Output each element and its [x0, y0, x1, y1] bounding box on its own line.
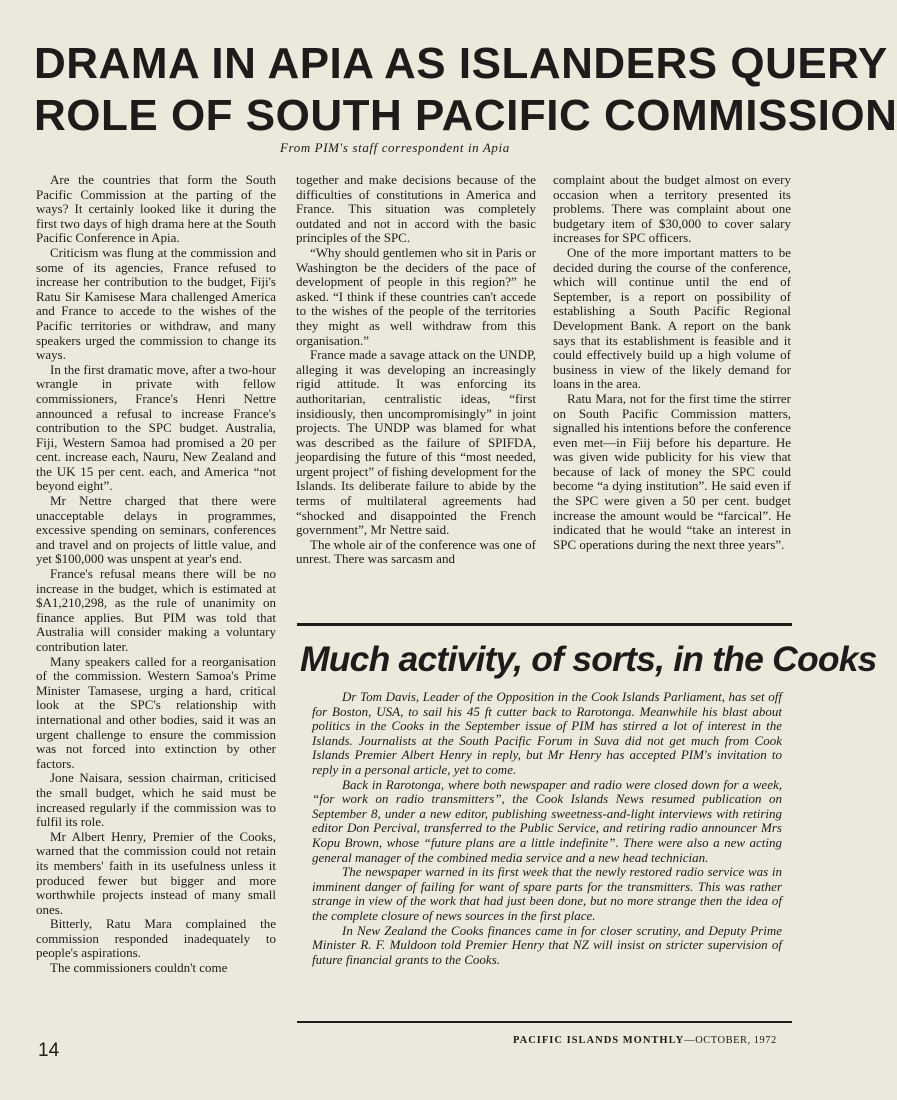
paragraph: Many speakers called for a reorganisation of the commission. Western Samoa's Prime Minister Tamasese, urging a hard, critical look at the SPC's relationship with international and other bodies, said it was an urgent challenge to ensure the commission was not forced into extinction by other factors. — [36, 653, 276, 771]
paragraph: In New Zealand the Cooks finances came in for closer scrutiny, and Deputy Prime Minister R. F. Muldoon told Premier Henry that NZ will insist on stricter supervision of future financial grants to the Cooks. — [312, 922, 782, 967]
paragraph: Are the countries that form the South Pacific Commission at the parting of the ways? It certainly looked like it during the first two days of high drama here at the South Pacific Conference in Apia. — [36, 172, 276, 246]
paragraph: France made a savage attack on the UNDP, alleging it was developing an increasingly rigid attitude. It was enforcing its authoritarian, centralistic ideas, “first insidiously, then uncompromisingly” in joint projects. The UNDP was blamed for what was described as the failure of SPIFDA, jeopardising the future of this “most needed, urgent project” of fishing development for the Islands. Its deliberate failure to abide by the terms of multilateral agreements had “shocked and disappointed the French government”, Mr Nettre said. — [296, 347, 536, 538]
paragraph: The newspaper warned in its first week that the newly restored radio service was in imminent danger of failing for want of spare parts for the transmitters. This was rather strange in view of the work that had just been done, but no more strange then the idea of the complete closure of news sources in the first place. — [312, 864, 782, 923]
paragraph: Mr Nettre charged that there were unacceptable delays in programmes, excessive spending on seminars, conferences and travel and on projects of little value, and yet $100,000 was unspent at year's end. — [36, 493, 276, 567]
paragraph: In the first dramatic move, after a two-hour wrangle in private with fellow commissioners, France's Henri Nettre announced a refusal to increase France's contribution to the SPC budget. Australia, Fiji, Western Samoa had promised a 20 per cent. increase each, Nauru, New Zealand and the UK 15 per cent. each, and America “not beyond eight”. — [36, 361, 276, 494]
headline-line-2: ROLE OF SOUTH PACIFIC COMMISSION — [34, 91, 897, 140]
publication-name: PACIFIC ISLANDS MONTHLY — [513, 1035, 685, 1046]
paragraph: The commissioners couldn't come — [50, 960, 228, 976]
paragraph: Mr Albert Henry, Premier of the Cooks, warned that the commission could not retain its members' faith in its usefulness unless it produced fewer but bigger and more worthwhile projects instead of many small ones. — [36, 828, 276, 917]
byline: From PIM's staff correspondent in Apia — [280, 140, 510, 155]
paragraph: Criticism was flung at the commission and some of its agencies, France refused to increase her contribution to the budget, Fiji's Ratu Sir Kamisese Mara challenged America and France to accede to the wishes of the Pacific territories or withdraw, and many speakers urged the commission to change its ways. — [36, 244, 276, 363]
main-headline — [34, 38, 897, 142]
cooks-headline: Much activity, of sorts, in the Cooks — [300, 639, 877, 679]
article-column-2 — [296, 173, 536, 567]
paragraph: Back in Rarotonga, where both newspaper and radio were closed down for a week, “for work on radio transmitters”, the Cook Islands News resumed publication on September 8, under a new editor, publishing sweetness-and-light interviews with retiring editor Don Percival, transferred to the Public Service, and retiring radio announcer Mrs Kopu Brown, whose “future plans are a little indefinite”. There were also a new acting general manager of the combined media service and a new head technician. — [312, 776, 782, 865]
paragraph: France's refusal means there will be no increase in the budget, which is estimated at $A1,210,298, as the rule of unanimity on finance applies. But PIM was told that Australia will consider making a voluntary contribution later. — [36, 566, 276, 654]
paragraph: Jone Naisara, session chairman, criticised the small budget, which he said must be increased regularly if the commission was to fulfil its role. — [36, 770, 276, 830]
article-column-1 — [36, 173, 276, 976]
issue-date: —OCTOBER, 1972 — [684, 1035, 777, 1046]
paragraph: Bitterly, Ratu Mara complained the commission responded inadequately to people's aspirations. — [36, 916, 276, 961]
paragraph: together and make decisions because of the difficulties of constitutions in America and France. This situation was completely outdated and not in accord with the basic principles of the SPC. — [296, 172, 536, 246]
paragraph: Ratu Mara, not for the first time the stirrer on South Pacific Commission matters, signalled his intentions before the conference even met—in Fiij before his departure. He was given wide publicity for his view that because of lack of money the SPC could become “a dying institution”. He said even if the SPC were given a 50 per cent. budget increase the amount would be “farcical”. He indicated that he would “take an interest in SPC operations during the next three years”. — [553, 390, 791, 552]
paragraph: Dr Tom Davis, Leader of the Opposition in the Cook Islands Parliament, has set off for Boston, USA, to sail his 45 ft cutter back to Rarotonga. Meanwhile his blast about politics in the Cooks in the September issue of PIM has stirred a lot of interest in the Islands. Journalists at the South Pacific Forum in Suva did not get much from Cook Islands Premier Albert Henry in reply, but Mr Henry has accepted PIM's invitation to reply in a personal article, yet to come. — [312, 689, 782, 777]
cooks-story-body — [312, 690, 782, 967]
paragraph: One of the more important matters to be decided during the course of the conference, which will continue until the end of September, is a report on possibility of establishing a South Pacific Regional Development Bank. A report on the bank says that its establishment is feasible and it could effectively build up a high volume of business in view of the likely demand for loans in the area. — [553, 244, 791, 392]
article-column-3 — [553, 173, 791, 552]
running-footer — [513, 1035, 777, 1046]
paragraph: The whole air of the conference was one of unrest. There was sarcasm and — [296, 536, 536, 567]
paragraph: “Why should gentlemen who sit in Paris or Washington be the deciders of the pace of development of people in this region?” he asked. “I think if these countries can't accede to the wishes of the people of the territories they might as well withdraw from this organisation.” — [296, 244, 536, 348]
footer-divider — [297, 1021, 792, 1023]
section-divider — [297, 623, 792, 626]
headline-line-1: DRAMA IN APIA AS ISLANDERS QUERY — [34, 39, 888, 88]
page-number: 14 — [38, 1040, 60, 1061]
paragraph: complaint about the budget almost on every occasion when a territory presented its problems. There was complaint about one budgetary item of $30,000 to cover salary increases for SPC officers. — [553, 172, 791, 246]
